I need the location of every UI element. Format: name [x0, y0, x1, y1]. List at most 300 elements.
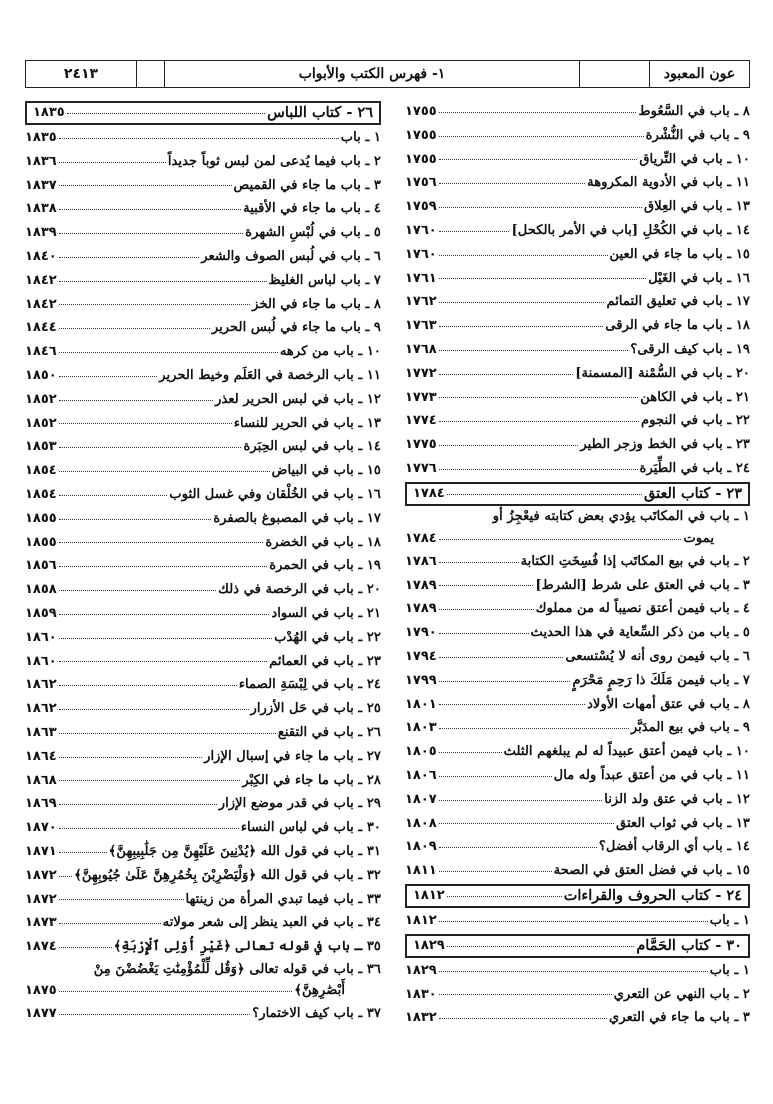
- dot-leader: [439, 533, 682, 540]
- entry-title: يموت: [683, 530, 714, 546]
- entry-title: ٢ ـ باب النهي عن التعري: [613, 986, 750, 1002]
- dot-leader: [439, 965, 708, 972]
- dot-leader: [59, 822, 239, 829]
- dot-leader: [439, 865, 552, 872]
- entry-title: ٣٠ ـ باب في لباس النساء: [240, 820, 381, 836]
- dot-leader: [59, 465, 270, 472]
- dot-leader: [59, 608, 270, 615]
- dot-leader: [59, 417, 232, 424]
- entry-page-number: ١٨٣٧: [25, 177, 57, 193]
- book-heading: [405, 884, 750, 908]
- dot-leader: [59, 156, 166, 163]
- entry-page-number: ١٨٠٣: [405, 720, 437, 736]
- index-entry: [405, 835, 750, 859]
- index-entry: [25, 388, 381, 412]
- dot-leader: [439, 106, 637, 113]
- entry-title: ٢٨ ـ باب ما جاء في الكِبْر: [242, 772, 381, 788]
- dot-leader: [439, 817, 614, 824]
- entry-title: ٢٤ ـ باب في الطِّيَرة: [639, 460, 750, 476]
- entry-title: ٢٠ ـ باب في الرخصة في ذلك: [218, 582, 381, 598]
- entry-title: ٢٤ ـ باب في لِبْسَةِ الصماء: [238, 677, 381, 693]
- entry-page-number: ١٧٥٩: [405, 199, 437, 215]
- index-column-right: [405, 100, 750, 1030]
- entry-title: ٢١ ـ باب في الكاهن: [640, 389, 750, 405]
- section-title: ١- فهرس الكتب والأبواب: [164, 61, 579, 87]
- entry-page-number: ١٨٣٥: [33, 105, 65, 121]
- dot-leader: [439, 391, 638, 398]
- entry-page-number: ١٨٦٢: [25, 677, 57, 693]
- entry-title: ١٨ ـ باب ما جاء في الرقى: [605, 318, 750, 334]
- entry-title: ٢ ـ باب في بيع المكاتَب إذا فُسِخَتِ الكتابة: [520, 553, 750, 569]
- dot-leader: [59, 560, 267, 567]
- book-heading-title: ٢٤ - كتاب الحروف والقراءات: [563, 887, 742, 905]
- entry-title: ٢٣ ـ باب في العمائم: [269, 653, 381, 669]
- index-entry: [405, 1006, 750, 1030]
- entry-page-number: ١٧٥٥: [405, 151, 437, 167]
- entry-title: ٢٦ ـ باب في التقنع: [277, 724, 381, 740]
- dot-leader: [439, 698, 585, 705]
- entry-page-number: ١٨٤٦: [25, 344, 57, 360]
- entry-page-number: ١٧٥٥: [405, 104, 437, 119]
- index-entry: [25, 245, 381, 269]
- dot-leader: [439, 344, 629, 351]
- index-entry: [405, 740, 750, 764]
- entry-page-number: ١٧٦٠: [405, 246, 437, 262]
- entry-page-number: ١٨٧٤: [25, 939, 57, 955]
- dot-leader: [59, 322, 210, 329]
- index-entry: [405, 669, 750, 693]
- entry-page-number: ١٨١٢: [405, 912, 437, 928]
- dot-leader: [59, 727, 276, 734]
- entry-title: ١٥ ـ باب ما جاء في العين: [609, 246, 750, 262]
- entry-title: ٣ ـ باب ما جاء في القميص: [233, 177, 381, 193]
- index-page: [25, 60, 750, 1090]
- index-entry: [405, 195, 750, 219]
- index-entry: [25, 578, 381, 602]
- entry-title: ١٢ ـ باب في عتق ولد الزنا: [604, 791, 750, 807]
- dot-leader: [59, 774, 241, 781]
- entry-page-number: ١٨٥٥: [25, 534, 57, 550]
- index-entry: [405, 457, 750, 481]
- entry-title: ٢١ ـ باب في السواد: [271, 605, 381, 621]
- entry-title: ٢٠ ـ باب في السُّمْنة [المسمنة]: [575, 365, 750, 381]
- index-entry: [405, 409, 750, 433]
- index-entry: [405, 812, 750, 836]
- entry-title: ٢٥ ـ باب في حَل الأزرار: [250, 701, 381, 717]
- entry-page-number: ١٧٦١: [405, 270, 437, 286]
- index-entry: [405, 764, 750, 788]
- index-entry: [405, 621, 750, 645]
- entry-title: ١٤ ـ باب في الكُحْلِ [باب في الأمر بالكحل]: [511, 222, 750, 238]
- book-heading: [405, 482, 750, 506]
- entry-title: ١٦ ـ باب في الخُلْقان وفي غسل الثوب: [169, 486, 381, 502]
- entry-title: ١٧ ـ باب في تعليق التمائم: [606, 294, 750, 310]
- dot-leader: [59, 985, 292, 992]
- index-entry: [25, 697, 381, 721]
- index-entry: [25, 816, 381, 840]
- index-entry: [25, 531, 381, 555]
- index-entry: [25, 650, 381, 674]
- index-entry: [405, 859, 750, 883]
- entry-title: ٢ ـ باب فيما يُدعى لمن لبس ثوباً جديداً: [167, 153, 381, 169]
- dot-leader: [439, 439, 579, 446]
- entry-page-number: ١٧٨٤: [405, 530, 437, 546]
- entry-title: ١٥ ـ باب في البياض: [271, 463, 381, 479]
- entry-title: ٣ ـ باب في العتق على شرط [الشرط]: [535, 577, 750, 593]
- index-entry: [405, 243, 750, 267]
- book-heading: [405, 934, 750, 958]
- dot-leader: [439, 177, 585, 184]
- dot-leader: [439, 722, 629, 729]
- dot-leader: [447, 488, 642, 495]
- entry-page-number: ١٨٣٨: [25, 201, 57, 217]
- entry-page-number: ١٨٥٤: [25, 463, 57, 479]
- index-entry: [405, 433, 750, 457]
- entry-title: ١٥ ـ باب في فضل العتق في الصحة: [553, 863, 750, 879]
- dot-leader: [439, 249, 608, 256]
- index-entry: [25, 935, 381, 959]
- entry-page-number: ١٧٩٠: [405, 625, 437, 641]
- header-spacer: [579, 61, 649, 87]
- entry-title: ١١ ـ باب في من أعتق عبداً وله مال: [553, 767, 750, 783]
- entry-title: ١٩ ـ باب كيف الرقى؟: [630, 341, 750, 357]
- entry-page-number: ١٧٧٤: [405, 413, 437, 429]
- dot-leader: [59, 179, 232, 186]
- entry-page-number: ١٨٥٥: [25, 510, 57, 526]
- entry-title: ٢٣ ـ باب في الخط وزجر الطير: [580, 437, 750, 453]
- index-entry: [405, 386, 750, 410]
- entry-page-number: ١٨٦٤: [25, 748, 57, 764]
- entry-page-number: ١٨٠٥: [405, 744, 437, 760]
- index-entry: [25, 293, 381, 317]
- dot-leader: [59, 798, 217, 805]
- entry-page-number: ١٧٦٠: [405, 222, 437, 238]
- entry-page-number: ١٨٧١: [25, 843, 57, 859]
- index-entry: [405, 362, 750, 386]
- index-column-left: [25, 100, 381, 1026]
- dot-leader: [439, 988, 612, 995]
- index-entry: [405, 171, 750, 195]
- dot-leader: [439, 579, 534, 586]
- index-entry: [405, 550, 750, 574]
- entry-page-number: ١٧٧٥: [405, 437, 437, 453]
- index-entry: [405, 338, 750, 362]
- entry-page-number: ١٨٥٢: [25, 391, 57, 407]
- index-entry: [25, 721, 381, 745]
- index-entry: [405, 909, 750, 933]
- entry-title: ٣٤ ـ باب في العبد ينظر إلى شعر مولاته: [162, 915, 381, 931]
- dot-leader: [439, 651, 564, 658]
- index-entry: [405, 983, 750, 1007]
- entry-title: ١ ـ باب: [340, 130, 381, 145]
- header-spacer: [136, 61, 164, 87]
- entry-title: ١ ـ باب في المكاتَب يؤدي بعض كتابته فيعْجِزُ أو: [492, 509, 750, 525]
- entry-page-number: ١٧٩٤: [405, 648, 437, 664]
- entry-page-number: ١٧٨٤: [413, 485, 445, 501]
- index-entry: [405, 100, 750, 124]
- book-heading-title: ٣٠ - كتاب الحَمَّام: [636, 936, 742, 954]
- entry-title: ٣٣ ـ باب فيما تبدي المرأة من زينتها: [185, 891, 381, 907]
- entry-title: ٥ ـ باب من ذكر السِّعاية في هذا الحديث: [530, 625, 750, 641]
- dot-leader: [447, 940, 635, 947]
- dot-leader: [439, 272, 646, 279]
- entry-page-number: ١٨١٢: [413, 888, 445, 904]
- book-heading-title: ٢٣ - كتاب العتق: [644, 484, 742, 502]
- index-entry: [25, 792, 381, 816]
- index-entry: [405, 219, 750, 243]
- entry-title: ٣٥ ـ باب في قوله تعالى ﴿غَيْرِ أُوْلِى ٱلْإِرْبَةِ﴾: [113, 939, 381, 955]
- dot-leader: [439, 153, 638, 160]
- index-entry: [25, 673, 381, 697]
- dot-leader: [59, 846, 107, 853]
- index-entry: [25, 150, 381, 174]
- dot-leader: [59, 536, 264, 543]
- dot-leader: [439, 746, 502, 753]
- index-entry: [25, 959, 381, 980]
- dot-leader: [59, 489, 168, 496]
- index-entry: [405, 574, 750, 598]
- entry-title: ٤ ـ باب فيمن أعتق نصيباً له من مملوك: [535, 601, 750, 617]
- entry-page-number: ١٧٦٢: [405, 294, 437, 310]
- entry-title: ٧ ـ باب فيمن مَلَكَ ذا رَحِمٍ مَحْرَمٍ: [572, 672, 750, 688]
- index-entry: [405, 528, 750, 550]
- entry-title: ٧ ـ باب لباس الغليظ: [268, 272, 381, 288]
- entry-title: ١٣ ـ باب في الحرير للنساء: [233, 415, 381, 431]
- entry-page-number: ١٧٧٦: [405, 460, 437, 476]
- dot-leader: [439, 201, 642, 208]
- book-title: عون المعبود: [649, 61, 749, 87]
- entry-page-number: ١٧٨٩: [405, 577, 437, 593]
- entry-page-number: ١٨٣٩: [25, 225, 57, 241]
- dot-leader: [439, 556, 519, 563]
- entry-page-number: ١٨٤٢: [25, 272, 57, 288]
- entry-page-number: ١٨٥٨: [25, 582, 57, 598]
- entry-title: ١٠ ـ باب في التِّرياق: [639, 151, 750, 167]
- dot-leader: [439, 225, 510, 232]
- index-entry: [405, 693, 750, 717]
- entry-page-number: ١٧٥٦: [405, 175, 437, 191]
- index-entry: [405, 314, 750, 338]
- entry-title: ٦ ـ باب فيمن روى أنه لا يُسْتسعى: [565, 648, 750, 664]
- dot-leader: [59, 893, 184, 900]
- entry-page-number: ١٨٦٩: [25, 796, 57, 812]
- entry-title: ١٢ ـ باب في لبس الحرير لعذر: [215, 391, 381, 407]
- index-entry: [405, 597, 750, 621]
- dot-leader: [439, 415, 639, 422]
- dot-leader: [439, 770, 552, 777]
- dot-leader: [439, 130, 644, 137]
- dot-leader: [59, 203, 241, 210]
- index-entry: [25, 769, 381, 793]
- entry-page-number: ١٨٠٧: [405, 791, 437, 807]
- entry-page-number: ١٧٥٥: [405, 127, 437, 143]
- index-entry: [25, 602, 381, 626]
- dot-leader: [439, 794, 602, 801]
- entry-title: ٤ ـ باب ما جاء في الأقبية: [243, 201, 381, 217]
- entry-title: ٣٢ ـ باب في قول الله ﴿وَلْيَضْرِبْنَ بِخُمُرِهِنَّ عَلَىٰ جُيُوبِهِنَّ﴾: [74, 867, 381, 883]
- entry-page-number: ١٨٠٦: [405, 767, 437, 783]
- dot-leader: [59, 870, 72, 877]
- entry-page-number: ١٧٨٦: [405, 553, 437, 569]
- dot-leader: [59, 298, 250, 305]
- entry-page-number: ١٧٨٩: [405, 601, 437, 617]
- index-entry: [25, 980, 381, 1002]
- entry-page-number: ١٨٣٠: [405, 986, 437, 1002]
- entry-title: ٣٧ ـ باب كيف الاختمار؟: [252, 1005, 381, 1021]
- entry-title: ٣ ـ باب ما جاء في التعري: [609, 1010, 750, 1026]
- index-entry: [25, 840, 381, 864]
- entry-title: ١٠ ـ باب من كرهه: [279, 344, 381, 360]
- entry-page-number: ١٨٧٠: [25, 820, 57, 836]
- index-entry: [25, 554, 381, 578]
- entry-title: ١١ ـ باب الرخصة في العَلَم وخيط الحرير: [159, 367, 381, 383]
- entry-title: ١٤ ـ باب في لبس الحِبَرة: [243, 439, 381, 455]
- entry-page-number: ١٧٦٣: [405, 318, 437, 334]
- entry-page-number: ١٨٧٧: [25, 1005, 57, 1021]
- index-entry: [405, 148, 750, 172]
- dot-leader: [59, 703, 249, 710]
- entry-title: ٨ ـ باب في السَّعُوط: [638, 104, 750, 119]
- entry-title: ١ ـ باب: [709, 912, 750, 928]
- book-heading-title: ٢٦ - كتاب اللباس: [267, 104, 373, 122]
- entry-page-number: ١٨٢٩: [405, 962, 437, 978]
- dot-leader: [59, 132, 339, 139]
- dot-leader: [447, 890, 562, 897]
- entry-title: ١١ ـ باب في الأدوية المكروهة: [587, 175, 750, 191]
- entry-title: ٣٦ ـ باب في قوله تعالى ﴿وَقُل لِّلْمُؤْمِنَٰتِ يَغْضُضْنَ مِنْ: [93, 961, 381, 977]
- entry-title: ٨ ـ باب في عتق أمهات الأولاد: [587, 696, 750, 712]
- entry-page-number: ١٨٣٦: [25, 153, 57, 169]
- entry-page-number: ١٨٠١: [405, 696, 437, 712]
- entry-page-number: ١٧٧٣: [405, 389, 437, 405]
- dot-leader: [439, 463, 638, 470]
- entry-title: ٢٧ ـ باب ما جاء في إسبال الإزار: [204, 748, 381, 764]
- index-entry: [25, 174, 381, 198]
- entry-page-number: ١٨٧٥: [25, 983, 57, 998]
- dot-leader: [59, 751, 202, 758]
- dot-leader: [439, 320, 604, 327]
- entry-page-number: ١٧٩٩: [405, 672, 437, 688]
- dot-leader: [59, 655, 267, 662]
- entry-title: ١ ـ باب: [709, 962, 750, 978]
- entry-title: ٩ ـ باب في بيع المدَبَّر: [630, 720, 750, 736]
- entry-title: ١٣ ـ باب في العِلاق: [644, 199, 750, 215]
- dot-leader: [439, 603, 534, 610]
- dot-leader: [59, 441, 242, 448]
- entry-title: ٢٢ ـ باب في النجوم: [641, 413, 750, 429]
- index-entry: [405, 124, 750, 148]
- entry-page-number: ١٨٤٤: [25, 320, 57, 336]
- dot-leader: [59, 370, 157, 377]
- entry-title: ٢٢ ـ باب في الهُدْب: [274, 629, 381, 645]
- entry-title: ١٧ ـ باب في المصبوغ بالصفرة: [213, 510, 381, 526]
- dot-leader: [59, 513, 211, 520]
- entry-page-number: ١٨٣٢: [405, 1010, 437, 1026]
- index-entry: [25, 126, 381, 150]
- index-entry: [25, 340, 381, 364]
- entry-page-number: ١٨٥٩: [25, 605, 57, 621]
- dot-leader: [59, 251, 199, 258]
- dot-leader: [59, 1008, 251, 1015]
- dot-leader: [59, 632, 272, 639]
- dot-leader: [439, 675, 571, 682]
- entry-page-number: ١٨٣٥: [25, 130, 57, 145]
- index-entry: [25, 626, 381, 650]
- entry-title: ٩ ـ باب في النُّشْرة: [645, 127, 750, 143]
- dot-leader: [59, 917, 161, 924]
- entry-title: ١٠ ـ باب فيمن أعتق عبيداً له لم يبلغهم الثلث: [503, 744, 750, 760]
- entry-title: ١٩ ـ باب في الحمرة: [269, 558, 381, 574]
- entry-title: ٢٩ ـ باب في قدر موضع الإزار: [218, 796, 381, 812]
- index-entry: [25, 888, 381, 912]
- dot-leader: [59, 346, 278, 353]
- entry-title: أَبْصَٰرِهِنَّ﴾: [294, 983, 345, 998]
- dot-leader: [59, 584, 216, 591]
- index-entry: [25, 864, 381, 888]
- entry-title: ٩ ـ باب ما جاء في لُبس الحرير: [211, 320, 381, 336]
- entry-page-number: ١٨٥٢: [25, 415, 57, 431]
- index-entry: [25, 364, 381, 388]
- entry-page-number: ١٧٦٨: [405, 341, 437, 357]
- dot-leader: [439, 296, 605, 303]
- entry-page-number: ١٧٧٢: [405, 365, 437, 381]
- entry-page-number: ١٨٠٩: [405, 839, 437, 855]
- index-entry: [25, 316, 381, 340]
- index-entry: [25, 412, 381, 436]
- dot-leader: [67, 107, 265, 114]
- dot-leader: [439, 841, 597, 848]
- entry-page-number: ١٨٧٣: [25, 915, 57, 931]
- entry-title: ٦ ـ باب في لُبس الصوف والشعر: [201, 248, 381, 264]
- index-entry: [25, 269, 381, 293]
- index-entry: [25, 483, 381, 507]
- entry-page-number: ١٨٥٣: [25, 439, 57, 455]
- page-number: ٢٤١٣: [63, 66, 99, 82]
- index-entry: [405, 788, 750, 812]
- entry-page-number: ١٨٤٠: [25, 248, 57, 264]
- dot-leader: [439, 368, 574, 375]
- entry-page-number: ١٨٦٠: [25, 629, 57, 645]
- entry-page-number: ١٨٦٨: [25, 772, 57, 788]
- book-heading: [25, 101, 381, 125]
- index-entry: [405, 959, 750, 983]
- index-entry: [25, 197, 381, 221]
- entry-page-number: ١٨٧٢: [25, 891, 57, 907]
- dot-leader: [59, 394, 213, 401]
- entry-page-number: ١٨٠٨: [405, 815, 437, 831]
- index-entry: [25, 435, 381, 459]
- entry-page-number: ١٨٤٢: [25, 296, 57, 312]
- entry-title: ٣١ ـ باب في قول الله ﴿يُدْنِينَ عَلَيْهِنَّ مِن جَلَٰبِيبِهِنَّ﴾: [108, 843, 381, 859]
- index-entry: [405, 507, 750, 528]
- dot-leader: [59, 227, 243, 234]
- dot-leader: [59, 275, 267, 282]
- entry-title: ١٤ ـ باب أي الرقاب أفضل؟: [598, 839, 750, 855]
- entry-page-number: ١٨٦٠: [25, 653, 57, 669]
- dot-leader: [439, 915, 708, 922]
- entry-page-number: ١٨٥٠: [25, 367, 57, 383]
- dot-leader: [439, 627, 529, 634]
- entry-title: ١٨ ـ باب في الخضرة: [265, 534, 381, 550]
- entry-page-number: ١٨٦٢: [25, 701, 57, 717]
- entry-page-number: ١٨٥٤: [25, 486, 57, 502]
- entry-title: ١٦ ـ باب في الغَيْل: [648, 270, 750, 286]
- index-entry: [405, 645, 750, 669]
- index-entry: [405, 267, 750, 291]
- entry-page-number: ١٨٢٩: [413, 937, 445, 953]
- entry-title: ١٣ ـ باب في ثواب العتق: [616, 815, 750, 831]
- index-entry: [25, 221, 381, 245]
